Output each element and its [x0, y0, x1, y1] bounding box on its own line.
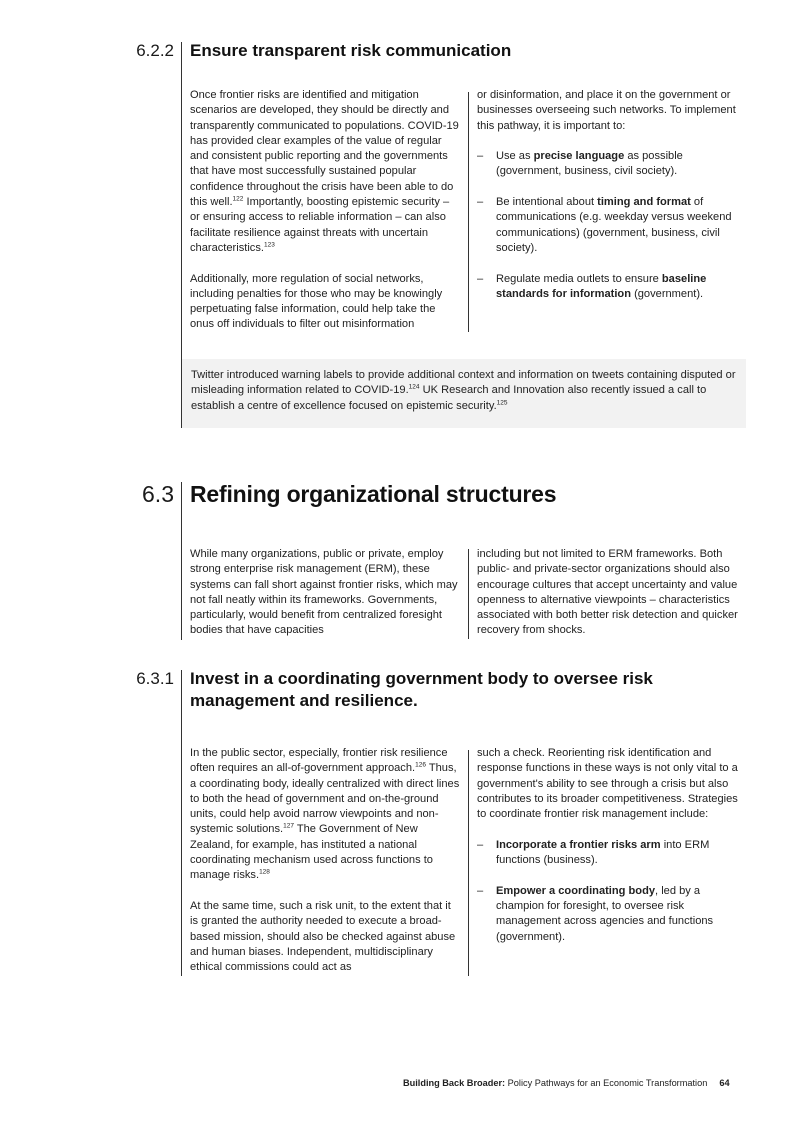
section-number-6-2-2: 6.2.2: [136, 41, 174, 60]
footer-report-subtitle: Policy Pathways for an Economic Transformation: [505, 1078, 708, 1088]
section-title-6-3-1: Invest in a coordinating government body to oversee risk management and resilience.: [190, 669, 653, 710]
page-number: 64: [719, 1078, 730, 1088]
s63-left-column: [190, 547, 460, 639]
list-item: – Be intentional about timing and format of communications (e.g. weekday versus weekend communications) (government, business, civil society).: [477, 196, 732, 254]
section-title-6-3: Refining organizational structures: [190, 481, 557, 507]
s631-paragraph-2: At the same time, such a risk unit, to the extent that it is granted the authority needed to execute a broad-based mission, should also be checked against abuse and human biases. Independent, multidisciplinary ethical commissions could act as: [190, 899, 456, 974]
s63-column-divider: [468, 549, 469, 639]
s622-paragraph-2: Additionally, more regulation of social networks, including penalties for those who may be knowingly perpetuating false information, could help take the onus off individuals to filter out misinformation: [190, 272, 443, 331]
list-item: – Empower a coordinating body, led by a champion for foresight, to oversee risk management across agencies and functions (government).: [477, 884, 714, 943]
s622-pathway-list: [477, 149, 747, 302]
page-footer: [403, 1077, 730, 1089]
twitter-callout-box: Twitter introduced warning labels to provide additional context and information on tweets containing disputed or misleading information related to COVID-19.$^{124}$ UK Research and Innovation also recently issued a call to establish a centre of excellence focused on epistemic security.$^{125}$: [182, 359, 746, 428]
s631-strategy-list: [477, 838, 747, 945]
s63-paragraph-2: including but not limited to ERM frameworks. Both public- and private-sector organizations should also encourage cultures that accept uncertainty and value openness to alternative viewpoints – characteristics associated with both better risk detection and quicker recovery from shocks.: [477, 548, 738, 637]
section-number-6-3: 6.3: [142, 481, 174, 507]
section-title-6-2-2: Ensure transparent risk communication: [190, 41, 512, 60]
list-item: – Regulate media outlets to ensure baseline standards for information (government).: [477, 272, 707, 300]
s622-left-column: [190, 88, 460, 333]
s622-column-divider: [468, 92, 469, 332]
s631-right-paragraph: such a check. Reorienting risk identification and response functions in these ways is not only vital to a government's ability to see through a crisis but also contributes to its broader competitiveness. Strategies to coordinate frontier risk management include:: [477, 747, 738, 821]
section-divider-6-3-1: [181, 670, 182, 976]
list-item: – Use as precise language as possible (government, business, civil society).: [477, 150, 683, 178]
s622-right-paragraph: or disinformation, and place it on the government or businesses overseeing such networks. To implement this pathway, it is important to:: [477, 89, 736, 132]
section-number-6-3-1: 6.3.1: [136, 669, 174, 688]
list-item: – Incorporate a frontier risks arm into ERM functions (business).: [477, 838, 710, 867]
footer-report-title: Building Back Broader:: [403, 1078, 506, 1088]
s631-paragraph-1: In the public sector, especially, frontier risk resilience often requires an all-of-government approach.$^{126}$ Thus, a coordinating body, ideally centralized with direct lines to both the head of government and on-the-ground units, could help avoid narrow viewpoints and non-systemic solutions.$^{127}$ The Government of New Zealand, for example, has instituted a national coordinating mechanism used across functions to manage risks.$^{128}$: [190, 747, 460, 882]
section-divider-6-3: [181, 482, 182, 640]
s63-right-column: [477, 547, 747, 639]
s622-right-column: [477, 88, 747, 302]
s63-paragraph-1: While many organizations, public or private, employ strong enterprise risk management (ERM), these systems can fall short against frontier risks, which may not fall neatly within its frameworks. Governments, particularly, would benefit from centralized foresight bodies that have capacities: [190, 548, 458, 637]
s631-left-column: [190, 746, 460, 975]
s631-column-divider: [468, 750, 469, 976]
s631-right-column: [477, 746, 747, 945]
s622-paragraph-1: Once frontier risks are identified and mitigation scenarios are developed, they should be directly and transparently communicated to populations. COVID-19 has provided clear examples of the value of regular and consistent public reporting and the governments that have most successfully sustained popular confidence throughout the crisis have been able to do this well.$^{122}$ Importantly, boosting epistemic security – or ensuring access to reliable information – can also facilitate resilience against threats with uncertain characteristics.$^{123}$: [190, 89, 459, 254]
